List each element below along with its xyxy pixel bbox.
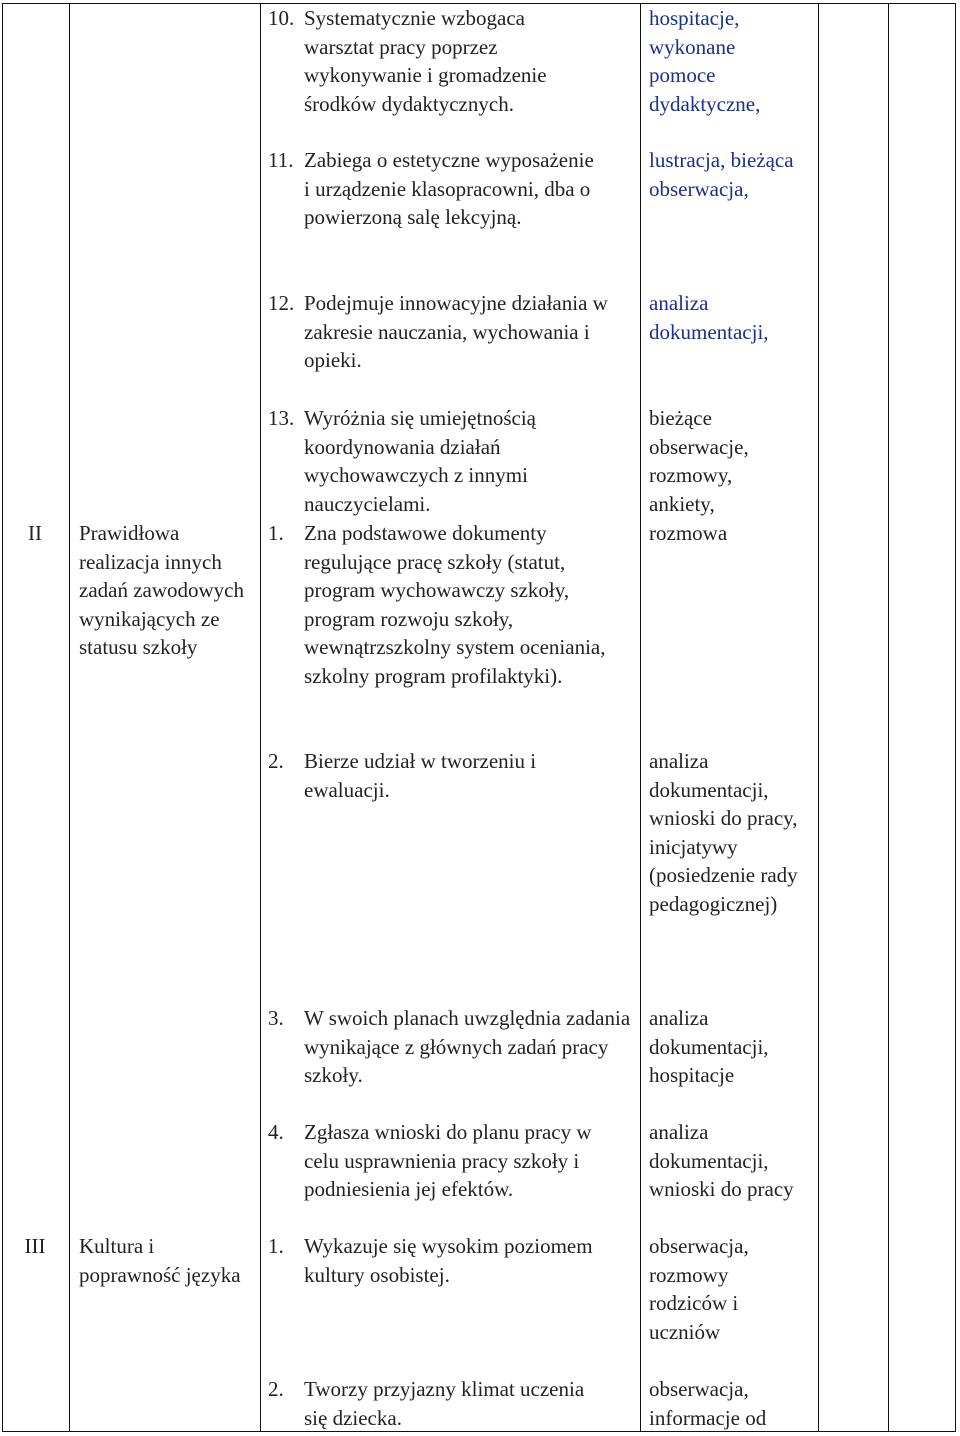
criterion-number: 4.: [268, 1120, 284, 1144]
criterion-text: Wyróżnia się umiejętnością koordynowania działań wychowawczych z innymi nauczycielami.: [304, 406, 536, 516]
method-text: rozmowa: [649, 521, 728, 545]
criterion-text: Podejmuje innowacyjne działania w zakresie nauczania, wychowania i opieki.: [304, 291, 608, 373]
section-topic: Prawidłowa realizacja innych zadań zawodowych wynikających ze statusu szkoły: [79, 521, 245, 660]
criterion-number: 2.: [268, 749, 284, 773]
method-text: lustracja, bieżąca obserwacja,: [649, 148, 794, 201]
criterion-number: 1.: [268, 521, 284, 545]
criterion-text: W swoich planach uwzględnia zadania wynikające z głównych zadań pracy szkoły.: [304, 1006, 631, 1088]
criterion-text: Zgłasza wnioski do planu pracy w celu usprawnienia pracy szkoły i podniesienia jej efektów.: [304, 1120, 592, 1202]
table-border-right: [955, 3, 956, 1431]
column-divider: [260, 3, 261, 1431]
criterion-text: Zna podstawowe dokumenty regulujące pracę szkoły (statut, program wychowawczy szkoły, program rozwoju szkoły, wewnątrzszkolny system oceniania, szkolny program profilaktyki).: [304, 521, 606, 688]
method-text: obserwacja, rozmowy rodziców i uczniów: [649, 1234, 749, 1344]
method-text: analiza dokumentacji, wnioski do pracy, inicjatywy (posiedzenie rady pedagogicznej): [649, 749, 798, 916]
column-divider: [69, 3, 70, 1431]
criterion-text: Zabiega o estetyczne wyposażenie i urządzenie klasopracowni, dba o powierzoną salę lekcyjną.: [304, 148, 594, 230]
column-divider: [640, 3, 641, 1431]
criterion-number: 1.: [268, 1234, 284, 1258]
method-text: hospitacje, wykonane pomoce dydaktyczne,: [649, 6, 761, 116]
criterion-text: Systematycznie wzbogaca warsztat pracy poprzez wykonywanie i gromadzenie środków dydaktycznych.: [304, 6, 547, 116]
method-text: obserwacja, informacje od: [649, 1377, 767, 1430]
criterion-number: 2.: [268, 1377, 284, 1401]
method-text: bieżące obserwacje, rozmowy, ankiety,: [649, 406, 749, 516]
section-number: III: [24, 1234, 46, 1258]
column-divider: [818, 3, 819, 1431]
table-border-left: [2, 3, 3, 1431]
section-topic: Kultura i poprawność języka: [79, 1234, 241, 1287]
criterion-number: 13.: [268, 406, 295, 430]
section-number: II: [28, 521, 42, 545]
criterion-text: Wykazuje się wysokim poziomem kultury osobistej.: [304, 1234, 593, 1287]
method-text: analiza dokumentacji, hospitacje: [649, 1006, 769, 1088]
method-text: analiza dokumentacji, wnioski do pracy: [649, 1120, 794, 1202]
method-text: analiza dokumentacji,: [649, 291, 769, 344]
criterion-number: 3.: [268, 1006, 284, 1030]
criterion-text: Tworzy przyjazny klimat uczenia się dziecka.: [304, 1377, 585, 1430]
column-divider: [888, 3, 889, 1431]
criterion-text: Bierze udział w tworzeniu i ewaluacji.: [304, 749, 537, 802]
criterion-number: 12.: [268, 291, 295, 315]
criterion-number: 11.: [268, 148, 294, 172]
criterion-number: 10.: [268, 6, 295, 30]
